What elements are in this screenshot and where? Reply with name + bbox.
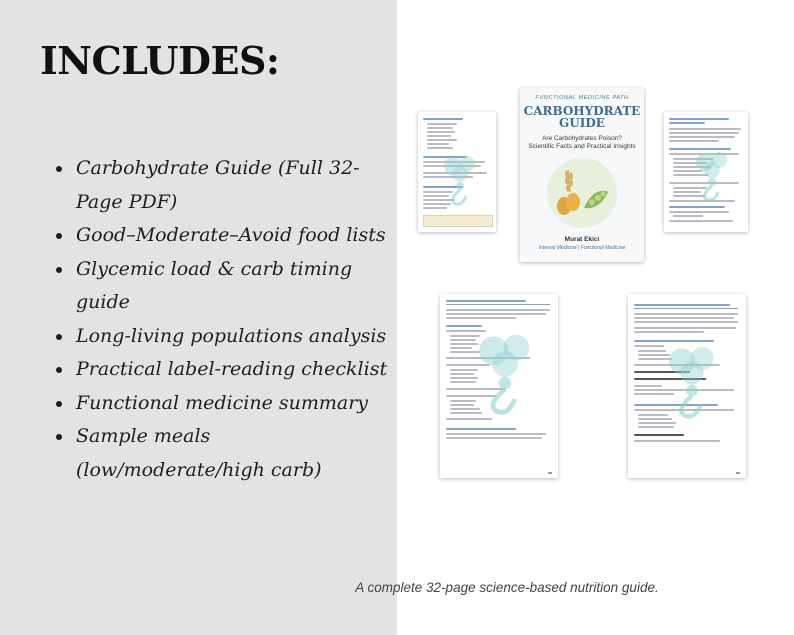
cover-subtitle — [524, 135, 640, 151]
cover-title — [520, 105, 644, 129]
cover-title-line: CARBOHYDRATE — [523, 104, 641, 118]
caption-area — [0, 580, 794, 595]
figure-watermark-icon — [476, 334, 534, 416]
cover-title-line: GUIDE — [559, 116, 605, 130]
cover-series-label: FUNCTIONAL MEDICINE PATH — [535, 95, 629, 101]
caption-text: A complete 32-page science-based nutrition guide. — [355, 580, 659, 595]
cover-subtitle-line: Are Carbohydrates Poison? — [542, 135, 622, 142]
feature-item: • Practical label-reading checklist — [74, 353, 394, 387]
feature-list — [52, 152, 394, 487]
includes-heading: INCLUDES: — [40, 38, 280, 83]
figure-watermark-icon — [694, 152, 730, 202]
feature-item: • Glycemic load & carb timing guide — [74, 253, 394, 320]
page-thumbnail-populations — [664, 112, 748, 232]
page-thumbnail-toc — [418, 112, 496, 232]
cover-subtitle-line: Scientific Facts and Practical Insights — [528, 143, 636, 150]
cover-author: Murat Ekici — [564, 236, 600, 243]
cover-author-role: Internal Medicine | Functional Medicine — [538, 245, 626, 251]
grain-legume-illustration-icon — [550, 164, 614, 224]
feature-item: • Good–Moderate–Avoid food lists — [74, 219, 394, 253]
guide-cover-page — [520, 88, 644, 262]
figure-watermark-icon — [442, 156, 478, 206]
figure-watermark-icon — [666, 346, 718, 420]
feature-item: • Carbohydrate Guide (Full 32-Page PDF) — [74, 152, 394, 219]
feature-item: • Long-living populations analysis — [74, 320, 394, 354]
page-thumbnail-carb-timing — [628, 294, 746, 478]
feature-item: • Sample meals (low/moderate/high carb) — [74, 420, 394, 487]
page-thumbnail-label-reading — [440, 294, 558, 478]
feature-item: • Functional medicine summary — [74, 387, 394, 421]
